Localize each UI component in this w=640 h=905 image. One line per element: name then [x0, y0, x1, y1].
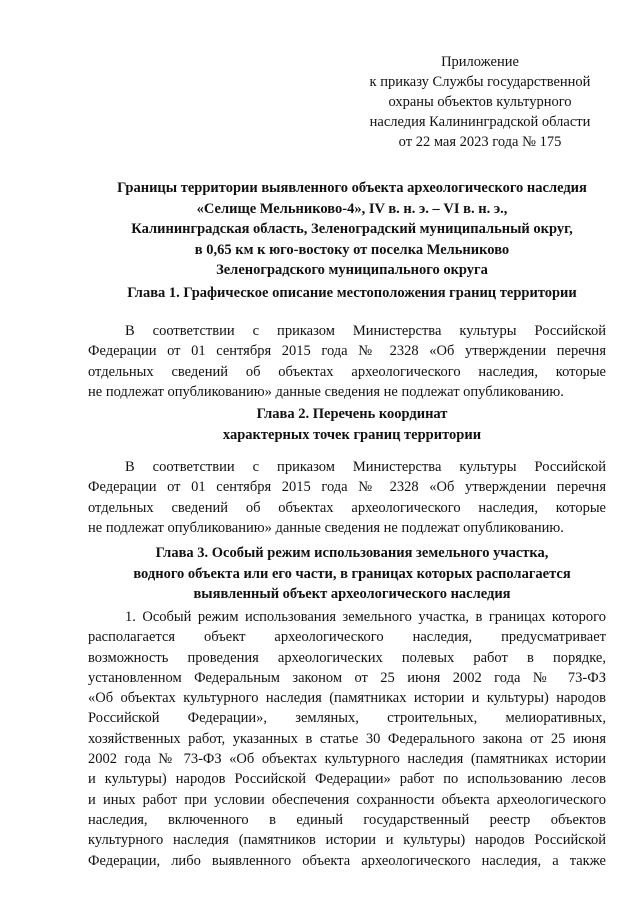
- appendix-line: наследия Калининградской области: [369, 114, 591, 130]
- appendix-line: к приказу Службы государственной: [369, 74, 591, 90]
- paragraph-line: культурного наследия (памятников истории и культуры) народов Российской: [88, 832, 606, 849]
- paragraph-line: В соответствии с приказом Министерства культуры Российской: [125, 459, 606, 475]
- heading-line: Глава 3. Особый режим использования земельного участка,: [155, 545, 549, 561]
- chapter3-heading: [70, 543, 634, 605]
- heading-line: характерных точек границ территории: [222, 426, 482, 443]
- paragraph-line: 2002 года № 73-ФЗ «Об объектах культурного наследия (памятниках истории: [88, 751, 606, 768]
- chapter1-heading: [70, 283, 634, 304]
- heading-line: Глава 2. Перечень координат: [256, 406, 448, 422]
- paragraph-line: отдельных сведений об объектах археологического наследия, которые: [88, 499, 606, 516]
- title-line: Зеленоградского муниципального округа: [216, 262, 488, 278]
- paragraph-line: Федерации от 01 сентября 2015 года № 2328 «Об утверждении перечня: [88, 479, 606, 496]
- appendix-line: от 22 мая 2023 года № 175: [398, 134, 562, 150]
- title-line: в 0,65 км к юго-востоку от поселка Мельниково: [194, 241, 510, 258]
- chapter2-heading: [70, 404, 634, 445]
- paragraph-line: и иных работ при условии обеспечения сохранности объекта археологического: [88, 791, 606, 808]
- paragraph-line: Российской Федерации», земляных, строительных, мелиоративных,: [88, 710, 606, 727]
- paragraph-line: Федерации, либо выявленного объекта археологического наследия, а также: [88, 852, 606, 869]
- paragraph-line: 1. Особый режим использования земельного участка, в границах которого: [125, 609, 606, 625]
- heading-line: Глава 1. Графическое описание местоположения границ территории: [127, 285, 577, 301]
- chapter3-paragraph: [88, 607, 606, 871]
- heading-line: водного объекта или его части, в границах которых располагается: [133, 565, 571, 582]
- paragraph-line: «Об объектах культурного наследия (памятниках истории и культуры) народов: [88, 690, 606, 707]
- paragraph-line: отдельных сведений об объектах археологического наследия, которые: [88, 363, 606, 380]
- paragraph-line: Федерации от 01 сентября 2015 года № 2328 «Об утверждении перечня: [88, 343, 606, 360]
- paragraph-line: В соответствии с приказом Министерства культуры Российской: [125, 323, 606, 339]
- paragraph-line: располагается объект археологического наследия, предусматривает: [88, 629, 606, 646]
- appendix-header: [360, 52, 600, 152]
- paragraph-line: возможность проведения археологических полевых работ в порядке,: [88, 649, 606, 666]
- paragraph-line: хозяйственных работ, указанных в статье 30 Федерального закона от 25 июня: [88, 730, 606, 747]
- appendix-line: охраны объектов культурного: [388, 94, 572, 110]
- paragraph-line: не подлежат опубликованию» данные сведения не подлежат опубликованию.: [88, 383, 564, 400]
- paragraph-line: наследия, включенного в единый государственный реестр объектов: [88, 811, 606, 828]
- title-line: Границы территории выявленного объекта археологического наследия: [117, 180, 587, 196]
- appendix-line: Приложение: [441, 54, 519, 70]
- title-line: Калининградская область, Зеленоградский муниципальный округ,: [131, 221, 573, 237]
- paragraph-line: установленном Федеральным законом от 25 июня 2002 года № 73-ФЗ: [88, 669, 606, 686]
- document-title: [70, 178, 634, 281]
- paragraph-line: и культуры) народов Российской Федерации» работ по использованию лесов: [88, 771, 606, 788]
- chapter2-paragraph: [88, 457, 606, 538]
- title-line: «Селище Мельниково-4», IV в. н. э. – VI в. н. э.,: [196, 200, 508, 217]
- chapter1-paragraph: [88, 321, 606, 402]
- paragraph-line: не подлежат опубликованию» данные сведения не подлежат опубликованию.: [88, 519, 564, 536]
- heading-line: выявленный объект археологического наследия: [193, 586, 511, 602]
